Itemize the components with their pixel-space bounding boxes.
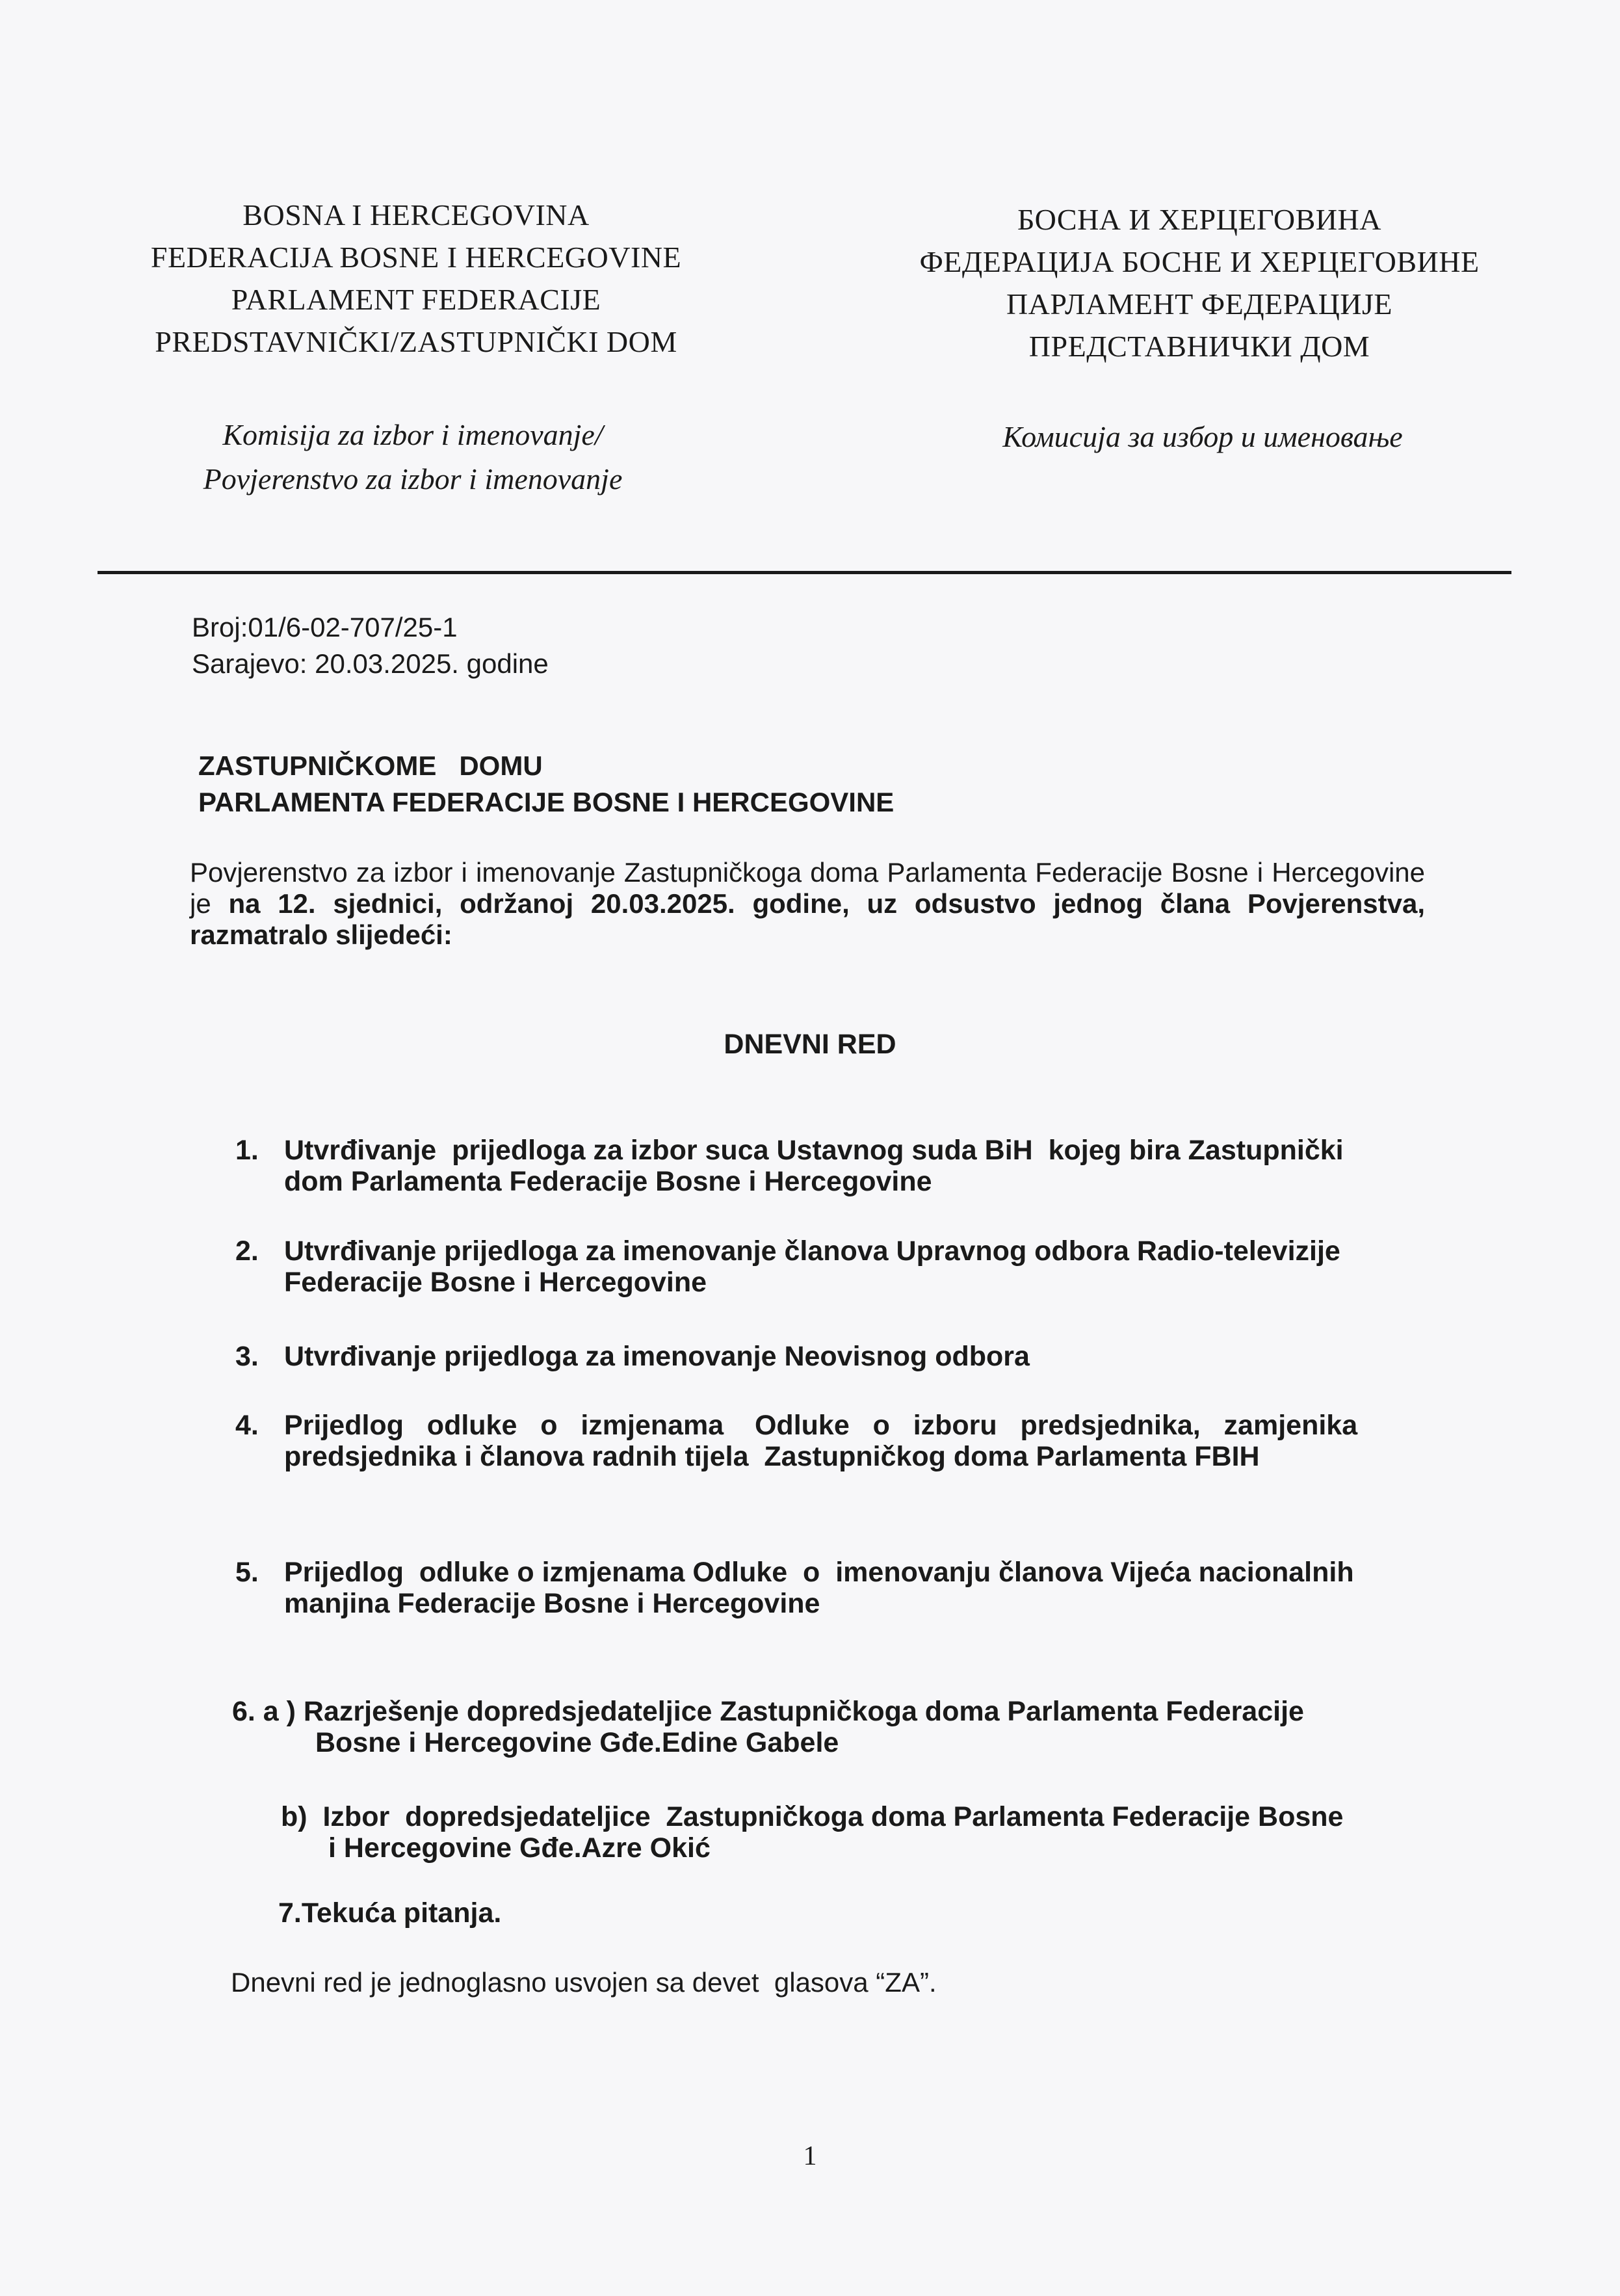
header-latin-line: BOSNA I HERCEGOVINA <box>242 198 590 231</box>
addressee <box>198 748 894 821</box>
commission-latin-line: Povjerenstvo za izbor i imenovanje <box>203 462 623 495</box>
agenda-item-number: 2. <box>235 1235 259 1267</box>
agenda-item-line: Bosne i Hercegovine Gđe.Edine Gabele <box>315 1727 839 1758</box>
header-cyrillic <box>842 198 1557 367</box>
agenda-item-line: Utvrđivanje prijedloga za izbor suca Ustavnog suda BiH kojeg bira Zastupnički <box>284 1135 1344 1166</box>
agenda-item-text <box>284 1341 1422 1372</box>
intro-paragraph <box>190 857 1425 951</box>
agenda-item-line: 6. a ) Razrješenje dopredsjedateljice Zastupničkoga doma Parlamenta Federacije <box>232 1696 1304 1727</box>
agenda-item-line: predsjednika i članova radnih tijela Zastupničkog doma Parlamenta FBIH <box>284 1441 1260 1472</box>
commission-cyrillic: Комисија за избор и именовање <box>1002 420 1403 453</box>
header-latin-line: FEDERACIJA BOSNE I HERCEGOVINE <box>150 241 682 274</box>
header-latin <box>104 194 728 363</box>
agenda-item-line: Utvrđivanje prijedloga za imenovanje članova Upravnog odbora Radio-televizije <box>284 1235 1340 1267</box>
addressee-line: ZASTUPNIČKOME DOMU <box>198 750 543 781</box>
agenda-item-7: 7.Tekuća pitanja. <box>278 1897 502 1929</box>
agenda-item-line: dom Parlamenta Federacije Bosne i Hercegovine <box>284 1166 932 1197</box>
agenda-item-line: i Hercegovine Gđe.Azre Okić <box>328 1832 711 1864</box>
commission-latin <box>124 413 702 501</box>
header-cyrillic-line: БОСНА И ХЕРЦЕГОВИНА <box>1017 203 1381 236</box>
agenda-item-line: Prijedlog odluke o izmjenama Odluke o imenovanju članova Vijeća nacionalnih <box>284 1557 1354 1588</box>
agenda-item-line: manjina Federacije Bosne i Hercegovine <box>284 1588 820 1619</box>
agenda-item-number: 4. <box>235 1410 259 1441</box>
agenda-item-line: Federacije Bosne i Hercegovine <box>284 1267 707 1298</box>
agenda-item-number: 5. <box>235 1557 259 1588</box>
intro-text-bold: na 12. sjednici, održanoj 20.03.2025. godine, uz odsustvo jednog člana Povjerenstva, razmatralo slijedeći: <box>190 888 1425 950</box>
agenda-item-number: 1. <box>235 1135 259 1166</box>
agenda-item-line: Prijedlog odluke o izmjenama Odluke o izboru predsjednika, zamjenika <box>284 1410 1358 1441</box>
header-cyrillic-line: ПАРЛАМЕНТ ФЕДЕРАЦИЈЕ <box>1006 287 1393 321</box>
agenda-item-text <box>284 1410 1422 1472</box>
document-place-date: Sarajevo: 20.03.2025. godine <box>192 648 549 679</box>
intro-text: Povjerenstvo za izbor i imenovanje Zastupničkoga doma Parlamenta Federacije Bosne i Hercegovine je <box>190 857 1425 919</box>
page-number: 1 <box>803 2141 817 2171</box>
agenda-item-text <box>284 1235 1422 1298</box>
agenda-item-6a <box>232 1696 1304 1758</box>
agenda-item-6b <box>281 1801 1343 1864</box>
header-divider <box>98 571 1511 574</box>
agenda-item-line: Utvrđivanje prijedloga za imenovanje Neovisnog odbora <box>284 1341 1030 1372</box>
agenda-item-number: 3. <box>235 1341 259 1372</box>
agenda-title: DNEVNI RED <box>724 1029 896 1060</box>
document-number: Broj:01/6-02-707/25-1 <box>192 612 458 642</box>
agenda-item-text <box>284 1557 1422 1619</box>
header-latin-line: PREDSTAVNIČKI/ZASTUPNIČKI DOM <box>155 325 677 358</box>
closing-statement: Dnevni red je jednoglasno usvojen sa devet glasova “ZA”. <box>231 1967 937 1998</box>
agenda-item-text <box>284 1135 1422 1197</box>
header-cyrillic-line: ФЕДЕРАЦИЈА БОСНЕ И ХЕРЦЕГОВИНЕ <box>919 245 1480 278</box>
header-latin-line: PARLAMENT FEDERACIJE <box>231 283 601 316</box>
document-meta <box>192 609 549 682</box>
commission-latin-line: Komisija za izbor i imenovanje/ <box>222 418 603 451</box>
agenda-item-line: b) Izbor dopredsjedateljice Zastupničkoga doma Parlamenta Federacije Bosne <box>281 1801 1344 1832</box>
addressee-line: PARLAMENTA FEDERACIJE BOSNE I HERCEGOVINE <box>198 787 895 817</box>
header-cyrillic-line: ПРЕДСТАВНИЧКИ ДОМ <box>1028 330 1370 363</box>
